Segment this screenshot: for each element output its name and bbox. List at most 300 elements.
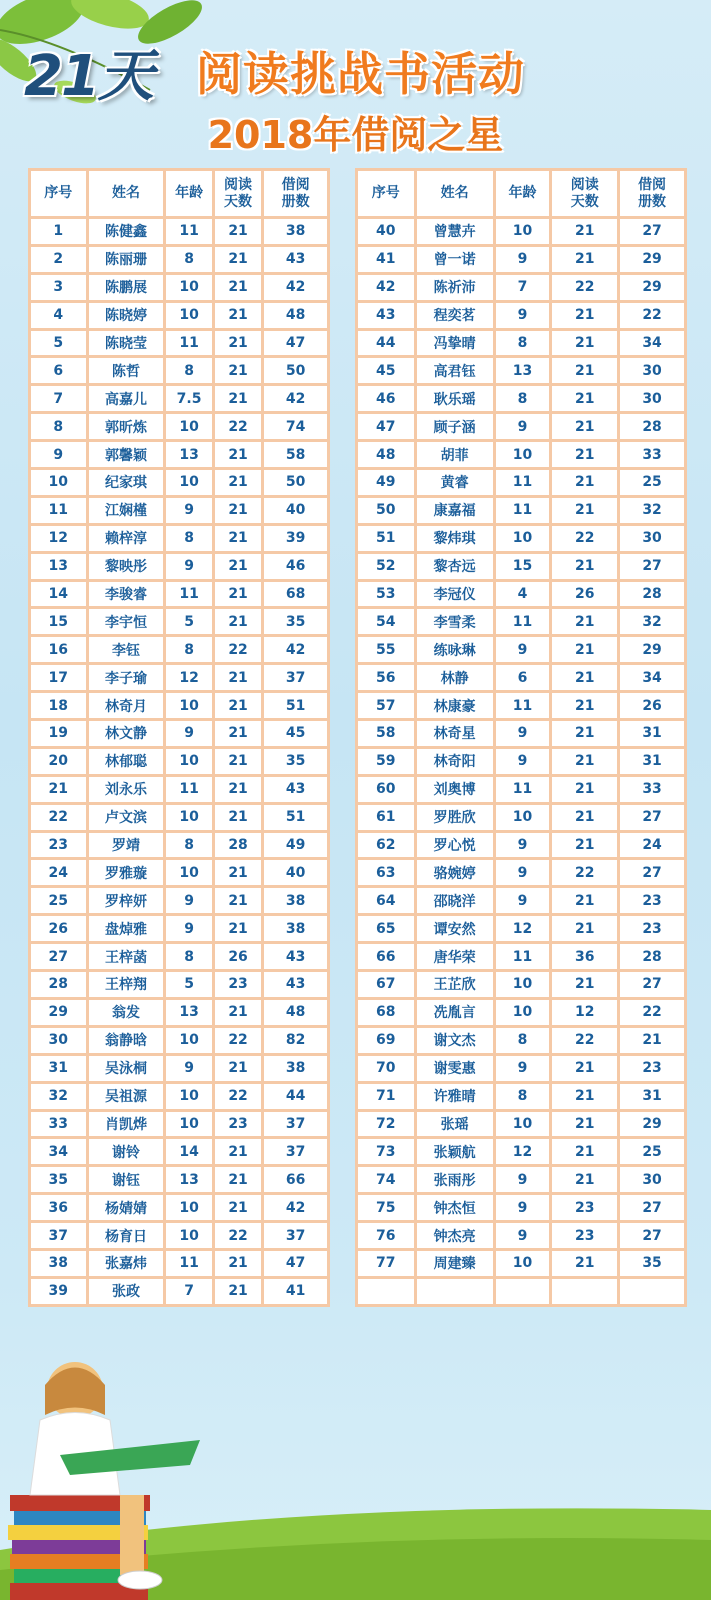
cell-age: 10 [166,303,211,328]
table-row [31,470,327,495]
cell-age: 11 [496,498,550,523]
cell-days: 21 [552,331,617,356]
cell-no: 58 [358,721,414,746]
cell-no: 71 [358,1084,414,1109]
table-row [31,777,327,802]
cell-no: 4 [31,303,86,328]
table-row [358,916,684,941]
cell-age: 10 [166,749,211,774]
cell-name: 吴泳桐 [89,1056,164,1081]
cell-books: 50 [264,470,327,495]
cell-books: 30 [620,386,684,411]
cell-no: 53 [358,582,414,607]
header [0,20,711,160]
cell-days: 21 [215,1139,261,1164]
cell-no: 27 [31,944,86,969]
cell-books: 38 [264,219,327,244]
cell-age: 8 [496,386,550,411]
cell-books: 29 [620,275,684,300]
cell-days: 23 [215,972,261,997]
cell-age: 9 [496,1223,550,1248]
cell-age: 10 [496,526,550,551]
table-header-row [358,171,684,216]
cell-no: 75 [358,1195,414,1220]
cell-days: 21 [552,888,617,913]
cell-books: 35 [264,609,327,634]
cell-name: 杨育日 [89,1223,164,1248]
cell-age: 10 [166,1223,211,1248]
header-reading-days-line2: 天数 [224,193,253,210]
cell-name: 翁发 [89,1000,164,1025]
cell-no: 3 [31,275,86,300]
cell-days [552,1279,617,1304]
cell-no: 72 [358,1112,414,1137]
cell-no: 37 [31,1223,86,1248]
cell-name: 盘焯雅 [89,916,164,941]
header-reading-days [215,171,261,216]
cell-books: 43 [264,247,327,272]
cell-age: 10 [496,1000,550,1025]
cell-age: 8 [496,331,550,356]
cell-days: 22 [215,1028,261,1053]
cell-days: 21 [215,1056,261,1081]
cell-books: 27 [620,860,684,885]
cell-days: 21 [215,554,261,579]
cell-days: 21 [552,1167,617,1192]
cell-books: 51 [264,805,327,830]
cell-books: 22 [620,1000,684,1025]
cell-age: 10 [496,1251,550,1276]
cell-name: 陈丽珊 [89,247,164,272]
cell-name: 黎炜琪 [417,526,493,551]
cell-days: 21 [215,693,261,718]
cell-days: 21 [552,665,617,690]
cell-no: 65 [358,916,414,941]
cell-name: 陈晓莹 [89,331,164,356]
cell-name: 张瑶 [417,1112,493,1137]
title-main: 阅读挑战书活动 [196,47,525,101]
cell-days: 22 [552,275,617,300]
cell-days: 21 [215,1167,261,1192]
cell-name: 陈健鑫 [89,219,164,244]
cell-books: 30 [620,358,684,383]
table-row [358,386,684,411]
table-row [31,275,327,300]
cell-books: 28 [620,414,684,439]
table-row [358,331,684,356]
cell-no: 63 [358,860,414,885]
cell-days: 21 [552,1112,617,1137]
cell-name: 钟杰恒 [417,1195,493,1220]
cell-days: 12 [552,1000,617,1025]
cell-days: 21 [552,442,617,467]
cell-no: 6 [31,358,86,383]
cell-age: 12 [496,1139,550,1164]
header-reading-days [552,171,617,216]
cell-no: 34 [31,1139,86,1164]
cell-age: 13 [166,1167,211,1192]
cell-no: 8 [31,414,86,439]
cell-books: 31 [620,749,684,774]
table-row [31,554,327,579]
table-row [31,805,327,830]
cell-books: 35 [620,1251,684,1276]
cell-days: 21 [552,749,617,774]
table-row [31,1056,327,1081]
cell-days: 21 [215,1000,261,1025]
cell-no: 13 [31,554,86,579]
cell-no: 55 [358,637,414,662]
cell-age: 9 [496,860,550,885]
cell-days: 22 [552,526,617,551]
cell-books [620,1279,684,1304]
cell-days: 28 [215,833,261,858]
cell-no: 19 [31,721,86,746]
cell-no: 29 [31,1000,86,1025]
cell-name: 胡菲 [417,442,493,467]
cell-books: 27 [620,972,684,997]
cell-books: 42 [264,637,327,662]
table-row [358,1000,684,1025]
cell-name: 谭安然 [417,916,493,941]
cell-days: 21 [215,1251,261,1276]
cell-days: 26 [552,582,617,607]
title-subtitle: 2018年借阅之星 [207,113,504,157]
cell-days: 21 [552,498,617,523]
cell-days: 21 [215,358,261,383]
cell-name: 林康豪 [417,693,493,718]
cell-age: 10 [166,1195,211,1220]
cell-name: 谢文杰 [417,1028,493,1053]
cell-books: 41 [264,1279,327,1304]
table-row [358,1028,684,1053]
cell-age: 9 [496,1056,550,1081]
table-row [31,609,327,634]
cell-age: 10 [166,1028,211,1053]
cell-days: 21 [215,219,261,244]
cell-days: 21 [215,777,261,802]
cell-no: 66 [358,944,414,969]
cell-no: 10 [31,470,86,495]
table-row [358,247,684,272]
table-header-row [31,171,327,216]
table-row [31,944,327,969]
cell-age: 14 [166,1139,211,1164]
cell-age: 9 [166,916,211,941]
cell-days: 23 [215,1112,261,1137]
table-row [31,303,327,328]
cell-books: 26 [620,693,684,718]
cell-name: 吴祖源 [89,1084,164,1109]
cell-days: 21 [215,1195,261,1220]
cell-age: 8 [166,247,211,272]
cell-days: 21 [552,554,617,579]
cell-days: 23 [552,1195,617,1220]
table-row [31,888,327,913]
cell-books: 40 [264,498,327,523]
cell-age: 9 [496,888,550,913]
cell-books: 37 [264,1139,327,1164]
cell-no: 23 [31,833,86,858]
cell-books: 30 [620,526,684,551]
table-row [31,358,327,383]
cell-books: 27 [620,219,684,244]
cell-age: 11 [166,331,211,356]
cell-no: 74 [358,1167,414,1192]
table-row [31,1223,327,1248]
cell-books: 34 [620,665,684,690]
cell-books: 30 [620,1167,684,1192]
cell-name: 冼胤言 [417,1000,493,1025]
table-row [358,554,684,579]
table-row [358,860,684,885]
table-row [358,303,684,328]
cell-books: 74 [264,414,327,439]
cell-name: 耿乐瑶 [417,386,493,411]
cell-days: 21 [215,331,261,356]
cell-books: 58 [264,442,327,467]
cell-name: 骆婉婷 [417,860,493,885]
table-row [358,693,684,718]
cell-age [496,1279,550,1304]
table-row [358,833,684,858]
cell-no: 61 [358,805,414,830]
cell-name: 张颖航 [417,1139,493,1164]
header-name: 姓名 [417,171,493,216]
cell-books: 35 [264,749,327,774]
cell-age: 8 [166,358,211,383]
cell-name: 高嘉儿 [89,386,164,411]
cell-days: 21 [215,860,261,885]
cell-age: 9 [496,749,550,774]
cell-books: 50 [264,358,327,383]
cell-age: 12 [496,916,550,941]
cell-days: 21 [215,1279,261,1304]
cell-no: 52 [358,554,414,579]
cell-no: 14 [31,582,86,607]
table-row [31,637,327,662]
cell-days: 36 [552,944,617,969]
cell-books: 43 [264,777,327,802]
cell-days: 22 [215,1084,261,1109]
table-row [31,721,327,746]
table-row [358,665,684,690]
cell-name: 李钰 [89,637,164,662]
cell-days: 21 [552,972,617,997]
cell-days: 22 [215,414,261,439]
cell-no: 54 [358,609,414,634]
table-row [358,749,684,774]
cell-days: 21 [552,833,617,858]
cell-days: 21 [552,470,617,495]
cell-age: 9 [496,303,550,328]
table-row [31,1167,327,1192]
cell-age: 15 [496,554,550,579]
cell-books: 45 [264,721,327,746]
cell-age: 11 [496,777,550,802]
cell-days: 21 [552,386,617,411]
cell-books: 38 [264,916,327,941]
cell-age: 9 [496,833,550,858]
cell-books: 27 [620,1195,684,1220]
cell-no: 1 [31,219,86,244]
cell-days: 21 [215,386,261,411]
cell-name: 周建臻 [417,1251,493,1276]
header-books-line2: 册数 [281,193,310,210]
table-row [358,777,684,802]
cell-no: 51 [358,526,414,551]
cell-age: 10 [166,860,211,885]
cell-name: 冯挚晴 [417,331,493,356]
table-row [358,805,684,830]
cell-name: 张政 [89,1279,164,1304]
cell-age: 13 [496,358,550,383]
cell-age: 9 [166,498,211,523]
cell-name: 赖梓淳 [89,526,164,551]
cell-name: 郭馨颖 [89,442,164,467]
cell-no: 46 [358,386,414,411]
cell-name: 杨婧婧 [89,1195,164,1220]
cell-age: 10 [166,1084,211,1109]
table-row [358,888,684,913]
table-row [358,1195,684,1220]
cell-no: 50 [358,498,414,523]
cell-days: 21 [552,805,617,830]
cell-no: 15 [31,609,86,634]
table-row [358,1112,684,1137]
cell-no: 9 [31,442,86,467]
cell-name: 李宇恒 [89,609,164,634]
cell-name: 程奕茗 [417,303,493,328]
reading-girl-illustration [0,1345,220,1600]
cell-name: 罗心悦 [417,833,493,858]
cell-no: 59 [358,749,414,774]
cell-name: 刘永乐 [89,777,164,802]
cell-age: 10 [166,414,211,439]
table-row [31,247,327,272]
cell-no: 7 [31,386,86,411]
cell-name: 李冠仪 [417,582,493,607]
cell-no: 26 [31,916,86,941]
cell-age: 10 [166,470,211,495]
cell-days: 21 [552,721,617,746]
cell-name: 罗靖 [89,833,164,858]
cell-days: 21 [552,219,617,244]
roster-table-right [355,168,687,1307]
cell-books: 47 [264,331,327,356]
header-books-line2: 册数 [638,193,667,210]
header-books-line1: 借阅 [638,176,667,193]
cell-name: 陈晓婷 [89,303,164,328]
cell-books: 47 [264,1251,327,1276]
cell-no: 12 [31,526,86,551]
cell-no: 36 [31,1195,86,1220]
table-row [358,609,684,634]
table-row [358,1056,684,1081]
table-row [358,498,684,523]
cell-books: 82 [264,1028,327,1053]
table-row [358,526,684,551]
cell-name: 陈鹏展 [89,275,164,300]
cell-age: 9 [496,1167,550,1192]
table-row [31,1084,327,1109]
cell-days: 21 [552,1056,617,1081]
cell-age: 9 [496,414,550,439]
cell-no: 41 [358,247,414,272]
cell-books: 37 [264,1223,327,1248]
cell-name: 林郁聪 [89,749,164,774]
cell-no: 39 [31,1279,86,1304]
cell-no: 60 [358,777,414,802]
cell-days: 21 [552,916,617,941]
cell-name: 钟杰亮 [417,1223,493,1248]
cell-age: 12 [166,665,211,690]
cell-no: 16 [31,637,86,662]
cell-books: 37 [264,1112,327,1137]
cell-days: 23 [552,1223,617,1248]
cell-books: 22 [620,303,684,328]
cell-no: 25 [31,888,86,913]
cell-name: 林静 [417,665,493,690]
cell-no: 20 [31,749,86,774]
cell-no: 42 [358,275,414,300]
header-no: 序号 [358,171,414,216]
cell-books: 33 [620,442,684,467]
cell-books: 39 [264,526,327,551]
table-row [31,972,327,997]
cell-days: 21 [215,805,261,830]
table-row [358,1139,684,1164]
cell-days: 21 [215,916,261,941]
cell-no: 64 [358,888,414,913]
cell-no: 18 [31,693,86,718]
cell-name: 翁静晗 [89,1028,164,1053]
cell-age: 11 [496,609,550,634]
cell-age: 11 [166,1251,211,1276]
cell-name: 王芷欣 [417,972,493,997]
cell-days: 22 [215,637,261,662]
cell-name: 张嘉炜 [89,1251,164,1276]
table-row [31,833,327,858]
cell-no: 76 [358,1223,414,1248]
cell-name: 谢钰 [89,1167,164,1192]
cell-no: 44 [358,331,414,356]
table-row [31,1251,327,1276]
table-row [358,721,684,746]
cell-days: 21 [552,609,617,634]
cell-age: 11 [496,693,550,718]
cell-age: 11 [166,582,211,607]
cell-name: 黎映彤 [89,554,164,579]
cell-name: 纪家琪 [89,470,164,495]
cell-name: 高君钰 [417,358,493,383]
cell-days: 21 [215,582,261,607]
cell-books: 27 [620,554,684,579]
header-books-borrowed [620,171,684,216]
cell-days: 21 [215,526,261,551]
table-row [358,637,684,662]
cell-age: 10 [166,1112,211,1137]
cell-days: 26 [215,944,261,969]
cell-name: 许雅晴 [417,1084,493,1109]
cell-no: 49 [358,470,414,495]
table-row [31,916,327,941]
cell-books: 42 [264,1195,327,1220]
table-row [31,665,327,690]
table-row [31,219,327,244]
table-row [358,470,684,495]
cell-no: 48 [358,442,414,467]
